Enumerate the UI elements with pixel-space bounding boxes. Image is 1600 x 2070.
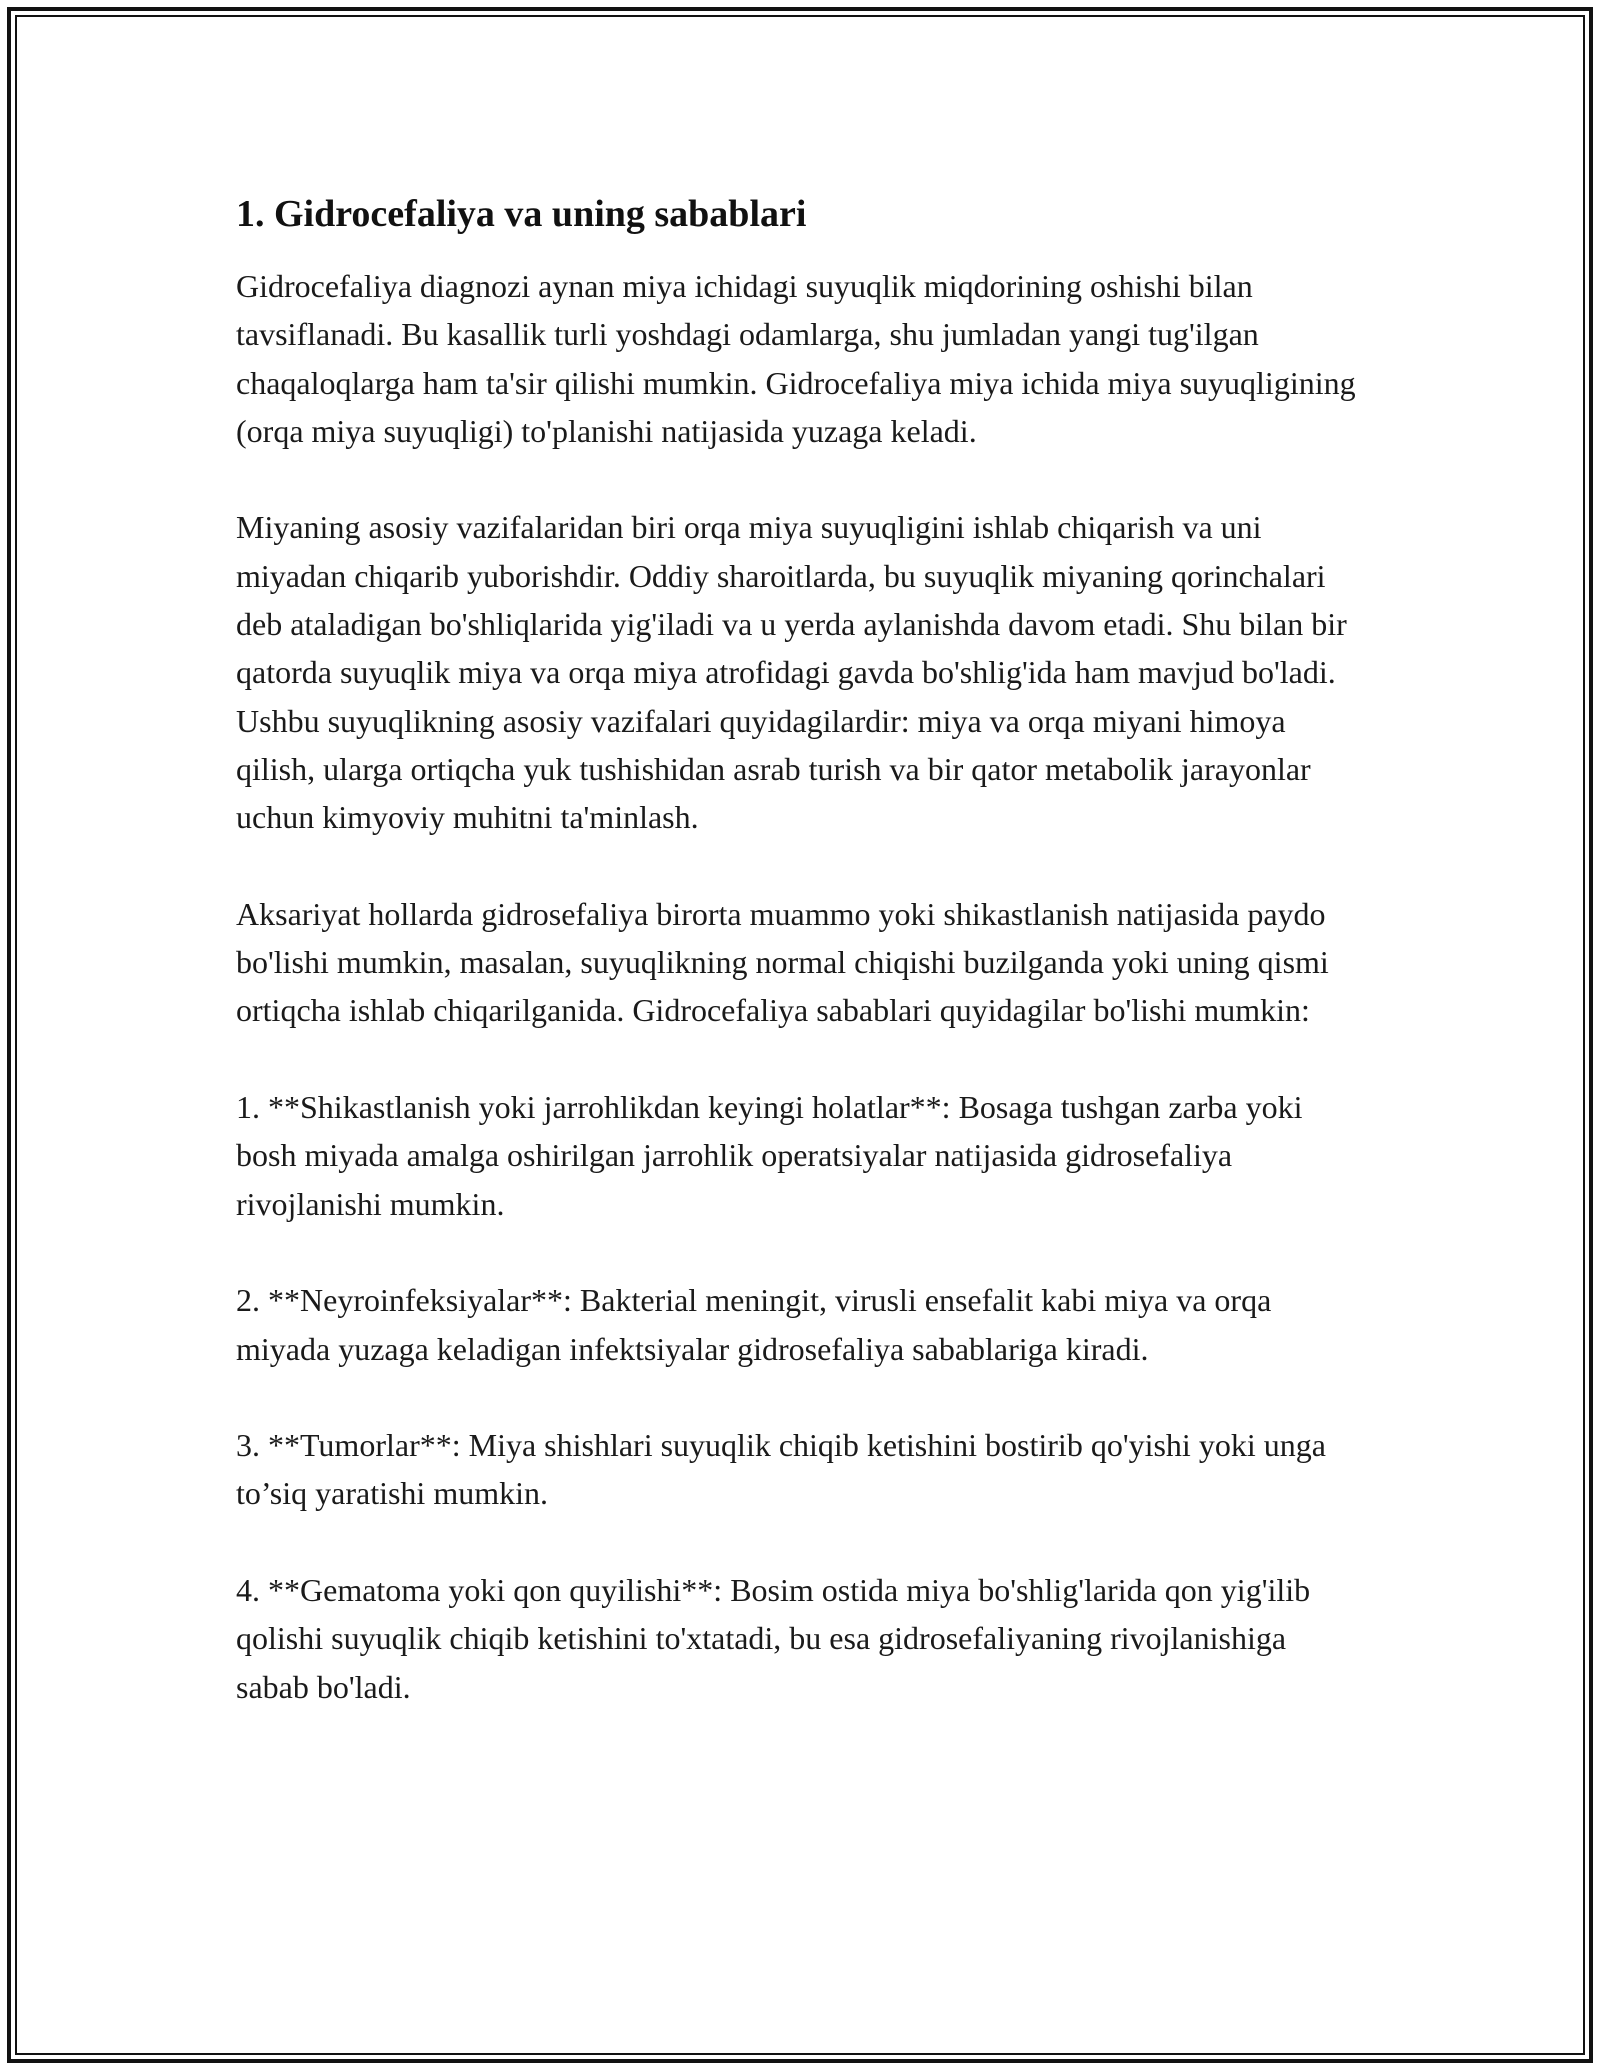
section-title: 1. Gidrocefaliya va uning sabablari	[236, 193, 807, 235]
paragraph-function: Miyaning asosiy vazifalaridan biri orqa miya suyuqligini ishlab chiqarish va uni miyadan chiqarib yuborishdir. Oddiy sharoitlarda, bu suyuqlik miyaning qorinchalari deb ataladigan bo'shliqlarida yig'iladi va u yerda aylanishda davom etadi. Shu bilan bir qatorda suyuqlik miya va orqa miya atrofidagi gavda bo'shlig'ida ham mavjud bo'ladi. Ushbu suyuqlikning asosiy vazifalari quyidagilardir: miya va orqa miyani himoya qilish, ularga ortiqcha yuk tushishidan asrab turish va bir qator metabolik jarayonlar uchun kimyoviy muhitni ta'minlash.	[236, 509, 1347, 836]
list-item-hematoma: 4. **Gematoma yoki qon quyilishi**: Bosim ostida miya bo'shlig'larida qon yig'ilib qolishi suyuqlik chiqib ketishini to'xtatadi, bu esa gidrosefaliyaning rivojlanishiga sabab bo'ladi.	[236, 1572, 1311, 1705]
paragraph-intro: Gidrocefaliya diagnozi aynan miya ichidagi suyuqlik miqdorining oshishi bilan tavsiflanadi. Bu kasallik turli yoshdagi odamlarga, shu jumladan yangi tug'ilgan chaqaloqlarga ham ta'sir qilishi mumkin. Gidrocefaliya miya ichida miya suyuqligining (orqa miya suyuqligi) to'planishi natijasida yuzaga keladi.	[236, 268, 1356, 449]
list-item-tumors: 3. **Tumorlar**: Miya shishlari suyuqlik chiqib ketishini bostirib qo'yishi yoki unga to’siq yaratishi mumkin.	[236, 1427, 1326, 1512]
list-item-injury: 1. **Shikastlanish yoki jarrohlikdan keyingi holatlar**: Bosaga tushgan zarba yoki bosh miyada amalga oshirilgan jarrohlik operatsiyalar natijasida gidrosefaliya rivojlanishi mumkin.	[236, 1089, 1303, 1222]
list-item-neuroinfections: 2. **Neyroinfeksiyalar**: Bakterial meningit, virusli ensefalit kabi miya va orqa miyada yuzaga keladigan infektsiyalar gidrosefaliya sabablariga kiradi.	[236, 1282, 1272, 1367]
document-body	[236, 188, 1366, 1759]
paragraph-causes-intro: Aksariyat hollarda gidrosefaliya birorta muammo yoki shikastlanish natijasida paydo bo'lishi mumkin, masalan, suyuqlikning normal chiqishi buzilganda yoki uning qismi ortiqcha ishlab chiqarilganida. Gidrocefaliya sabablari quyidagilar bo'lishi mumkin:	[236, 895, 1329, 1029]
